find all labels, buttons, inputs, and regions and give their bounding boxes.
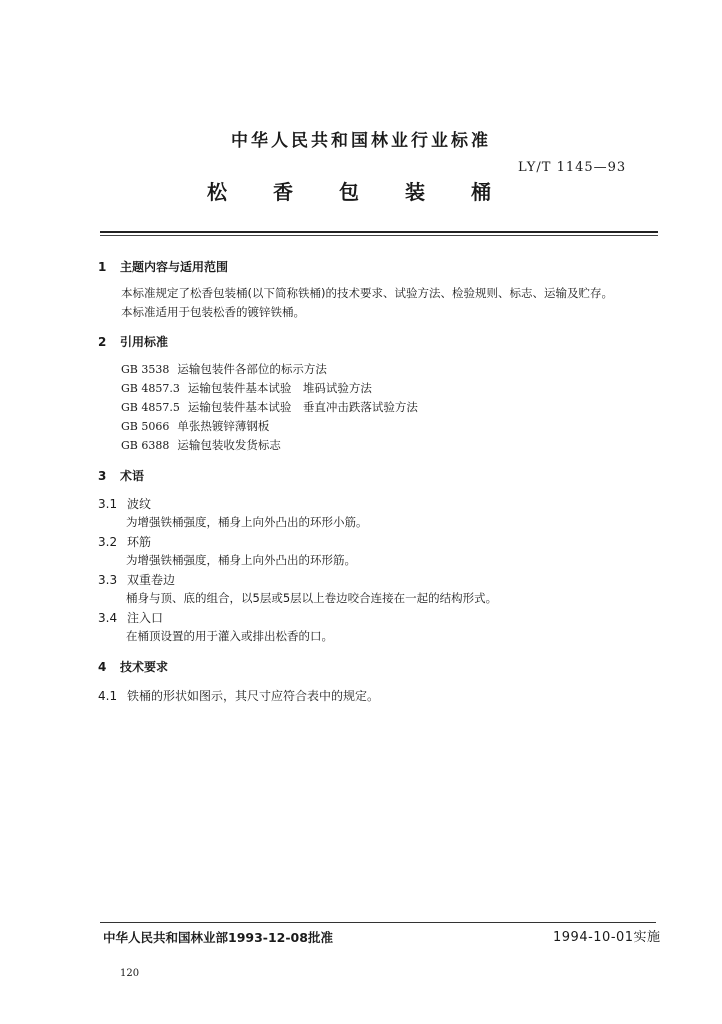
term-name: 波纹 (127, 497, 152, 511)
term-definition: 为增强铁桶强度，桶身上向外凸出的环形小筋。 (126, 515, 368, 529)
section-3-heading (98, 467, 144, 484)
document-title: 松香包装桶 (207, 180, 537, 204)
term-name: 环筋 (127, 535, 152, 549)
approval-statement: 中华人民共和国林业部1993-12-08批准 (103, 930, 333, 945)
term-definition: 在桶顶设置的用于灌入或排出松香的口。 (126, 629, 333, 643)
reference-item (121, 437, 281, 453)
section-title: 引用标准 (120, 335, 169, 349)
section-number: 1 (98, 260, 107, 274)
reference-title: 运输包装收发货标志 (177, 438, 281, 452)
section-4-heading (98, 658, 168, 675)
section-title: 术语 (120, 469, 145, 483)
clause-number: 4.1 (98, 689, 118, 703)
reference-code: GB 4857.5 (121, 401, 180, 414)
reference-code: GB 5066 (121, 420, 170, 433)
reference-item (121, 380, 372, 396)
footer-rule (100, 922, 656, 923)
clause-item (98, 687, 379, 704)
term-definition: 为增强铁桶强度，桶身上向外凸出的环形筋。 (126, 553, 356, 567)
term-heading (98, 495, 151, 512)
term-heading (98, 533, 151, 550)
section-number: 3 (98, 469, 107, 483)
header-rule-thick (100, 231, 658, 233)
section-2-heading (98, 333, 168, 350)
implementation-date: 1994-10-01实施 (553, 930, 661, 945)
reference-title: 运输包装件基本试验 垂直冲击跌落试验方法 (187, 400, 418, 414)
term-name: 注入口 (127, 611, 164, 625)
clause-text: 铁桶的形状如图示，其尺寸应符合表中的规定。 (127, 689, 380, 703)
paragraph: 本标准规定了松香包装桶(以下简称铁桶)的技术要求、试验方法、检验规则、标志、运输及贮存。 (121, 286, 613, 300)
section-title: 技术要求 (120, 660, 169, 674)
term-heading (98, 609, 163, 626)
term-number: 3.4 (98, 611, 118, 625)
term-number: 3.3 (98, 573, 118, 587)
section-title: 主题内容与适用范围 (120, 260, 229, 274)
header-rule-thin (100, 235, 658, 236)
reference-item (121, 361, 327, 377)
section-number: 4 (98, 660, 107, 674)
term-heading (98, 571, 175, 588)
reference-code: GB 4857.3 (121, 382, 180, 395)
standard-code: LY/T 1145—93 (518, 160, 627, 175)
section-number: 2 (98, 335, 107, 349)
page-number: 120 (120, 968, 140, 979)
reference-title: 单张热镀锌薄钢板 (177, 419, 270, 433)
reference-title: 运输包装件各部位的标示方法 (177, 362, 327, 376)
reference-code: GB 6388 (121, 439, 170, 452)
paragraph: 本标准适用于包装松香的镀锌铁桶。 (121, 305, 305, 319)
term-number: 3.1 (98, 497, 118, 511)
reference-code: GB 3538 (121, 363, 170, 376)
section-1-heading (98, 258, 228, 275)
reference-item (121, 399, 418, 415)
reference-item (121, 418, 269, 434)
term-number: 3.2 (98, 535, 118, 549)
term-name: 双重卷边 (127, 573, 176, 587)
term-definition: 桶身与顶、底的组合，以5层或5层以上卷边咬合连接在一起的结构形式。 (126, 591, 498, 605)
standard-category-title: 中华人民共和国林业行业标准 (231, 131, 491, 151)
reference-title: 运输包装件基本试验 堆码试验方法 (187, 381, 372, 395)
